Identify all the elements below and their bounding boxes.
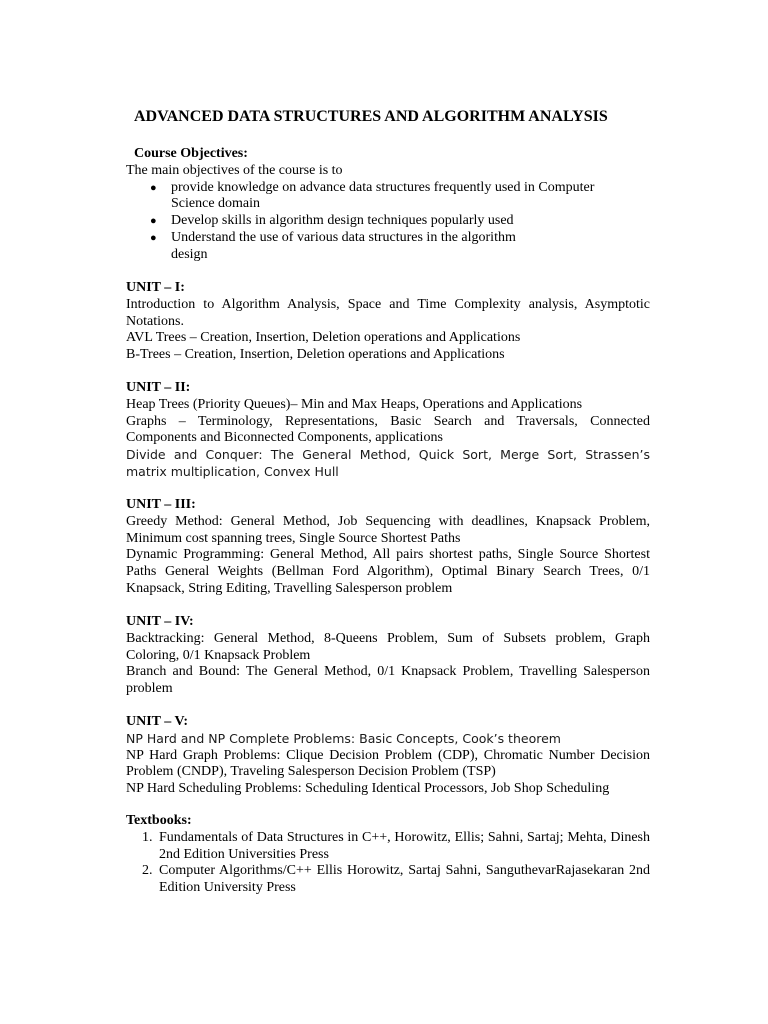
unit-paragraph: NP Hard Graph Problems: Clique Decision Problem (CDP), Chromatic Number Decision Problem (CNDP), Traveling Salesperson Decision Problem (TSP) (126, 747, 650, 780)
unit-paragraph: AVL Trees – Creation, Insertion, Deletion operations and Applications (126, 330, 521, 346)
textbook-item (126, 830, 650, 864)
objectives-list (126, 180, 650, 264)
unit-1-section (126, 280, 650, 364)
unit-paragraph: Graphs – Terminology, Representations, Basic Search and Traversals, Connected Components and Biconnected Components, applications (126, 413, 650, 446)
objective-item (126, 213, 650, 230)
bullet-icon: ● (150, 181, 157, 194)
objective-item (126, 230, 650, 264)
textbooks-list (126, 830, 650, 897)
unit-paragraph: Heap Trees (Priority Queues)– Min and Max Heaps, Operations and Applications (126, 396, 583, 412)
unit-heading: UNIT – II: (126, 380, 191, 395)
unit-4-section (126, 614, 650, 698)
unit-heading: UNIT – III: (126, 497, 196, 512)
textbooks-heading: Textbooks: (126, 813, 192, 828)
objective-line: Science domain (171, 196, 261, 212)
unit-2-section (126, 380, 650, 481)
textbook-number: 2. (142, 863, 153, 879)
unit-paragraph: Divide and Conquer: The General Method, Quick Sort, Merge Sort, Strassen’s matrix multiplication, Convex Hull (126, 447, 650, 479)
textbooks-section (126, 813, 650, 897)
textbook-item (126, 863, 650, 897)
textbook-number: 1. (142, 829, 153, 845)
bullet-icon: ● (150, 231, 157, 244)
objective-line: design (171, 246, 208, 262)
unit-heading: UNIT – I: (126, 280, 185, 295)
objectives-intro: The main objectives of the course is to (126, 162, 343, 178)
unit-heading: UNIT – IV: (126, 614, 194, 629)
unit-3-section (126, 497, 650, 598)
unit-paragraph: B-Trees – Creation, Insertion, Deletion operations and Applications (126, 347, 505, 363)
objective-line: Develop skills in algorithm design techniques popularly used (171, 213, 514, 229)
unit-5-section (126, 714, 650, 798)
bullet-icon: ● (150, 215, 157, 228)
unit-paragraph: Dynamic Programming: General Method, All pairs shortest paths, Single Source Shortest Paths General Weights (Bellman Ford Algorithm), Optimal Binary Search Trees, 0/1 Knapsack, String Editing, Travelling Salesperson problem (126, 547, 650, 596)
document-title: ADVANCED DATA STRUCTURES AND ALGORITHM ANALYSIS (134, 108, 608, 125)
textbook-text: Computer Algorithms/C++ Ellis Horowitz, Sartaj Sahni, SanguthevarRajasekaran 2nd Edition University Press (159, 863, 650, 896)
textbook-text: Fundamentals of Data Structures in C++, Horowitz, Ellis; Sahni, Sartaj; Mehta, Dinesh 2nd Edition Universities Press (159, 829, 650, 862)
unit-paragraph: Greedy Method: General Method, Job Sequencing with deadlines, Knapsack Problem, Minimum cost spanning trees, Single Source Shortest Paths (126, 513, 650, 546)
unit-paragraph: Introduction to Algorithm Analysis, Space and Time Complexity analysis, Asymptotic Notations. (126, 296, 650, 329)
unit-paragraph: Backtracking: General Method, 8-Queens Problem, Sum of Subsets problem, Graph Coloring, 0/1 Knapsack Problem (126, 630, 650, 663)
objective-line: provide knowledge on advance data structures frequently used in Computer (171, 179, 595, 195)
course-objectives-section (126, 146, 650, 264)
objectives-heading: Course Objectives: (134, 146, 248, 161)
unit-heading: UNIT – V: (126, 714, 188, 729)
unit-paragraph: NP Hard Scheduling Problems: Scheduling Identical Processors, Job Shop Scheduling (126, 781, 610, 797)
unit-paragraph: Branch and Bound: The General Method, 0/1 Knapsack Problem, Travelling Salesperson problem (126, 664, 650, 697)
objective-line: Understand the use of various data structures in the algorithm (171, 229, 516, 245)
objective-item (126, 180, 650, 214)
unit-paragraph: NP Hard and NP Complete Problems: Basic Concepts, Cook’s theorem (126, 730, 561, 746)
